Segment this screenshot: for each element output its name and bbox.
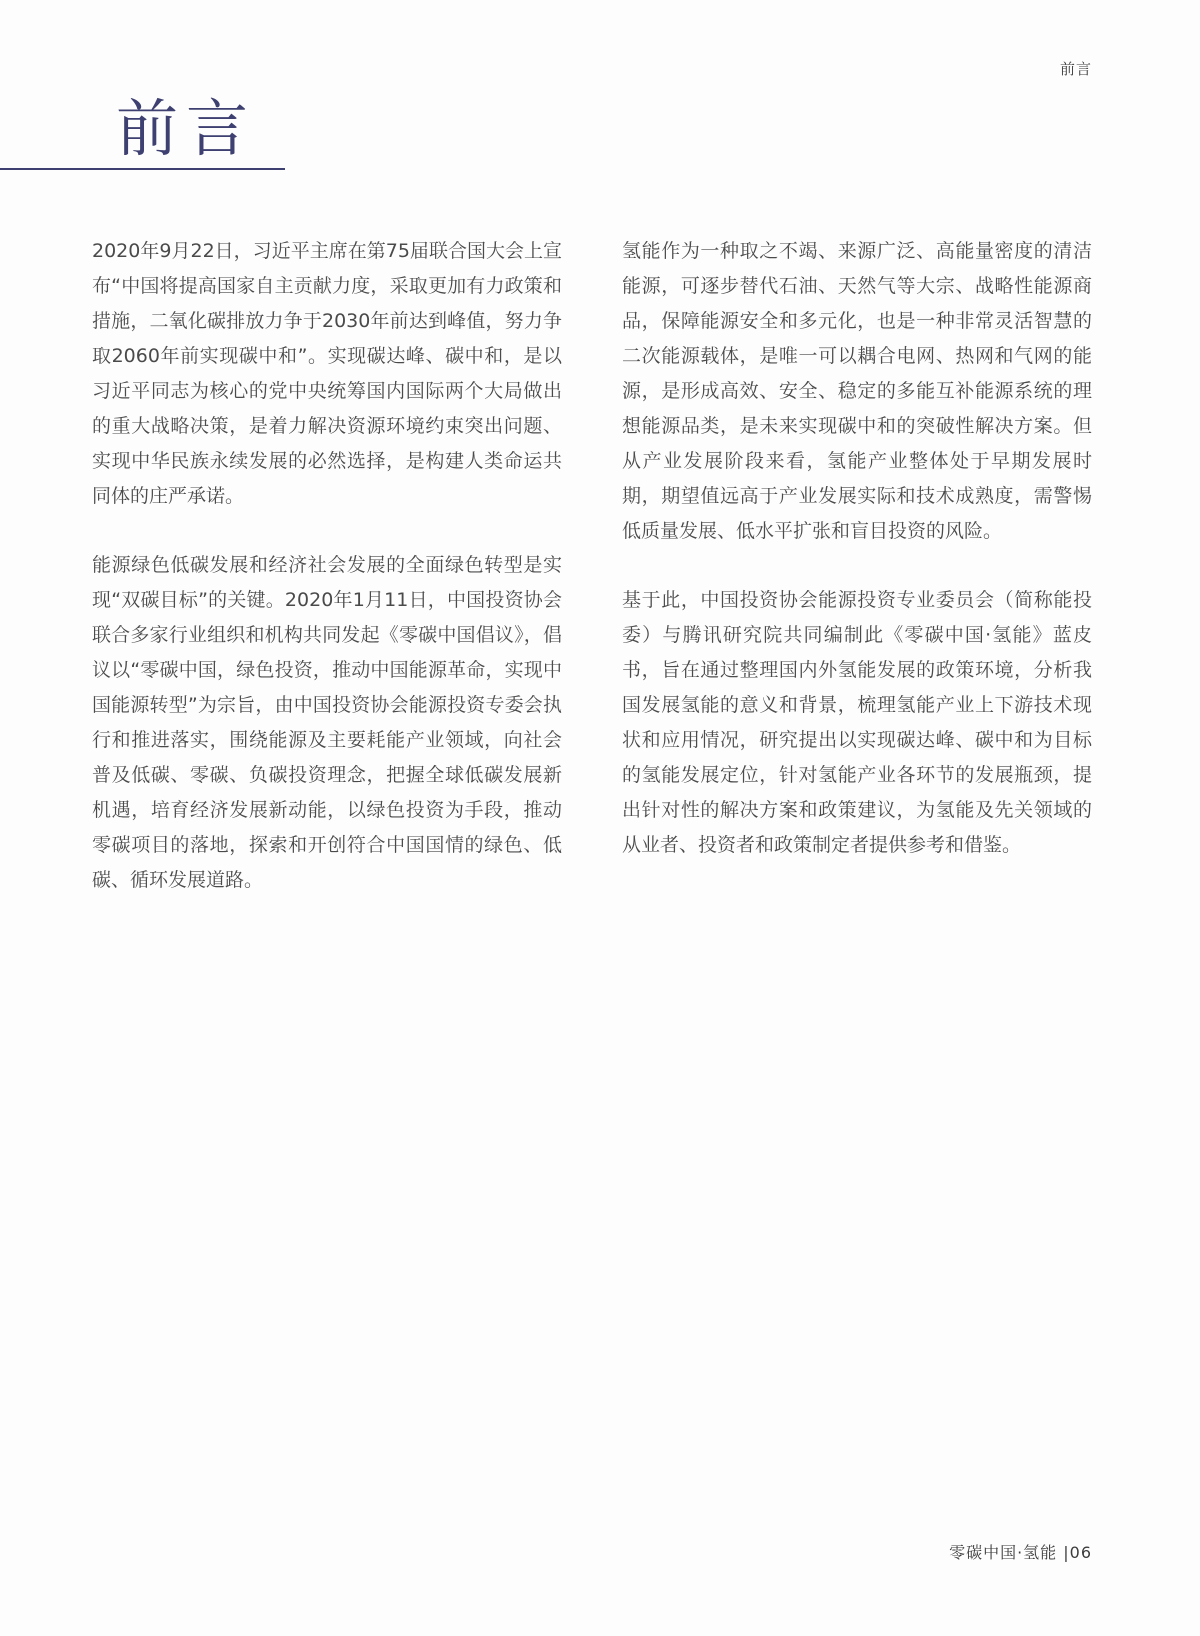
title-underline: [0, 168, 285, 170]
paragraph: 2020年9月22日，习近平主席在第75届联合国大会上宣布“中国将提高国家自主贡献力度，采取更加有力政策和措施，二氧化碳排放力争于2030年前达到峰值，努力争取2060年前实现碳中和”。实现碳达峰、碳中和，是以习近平同志为核心的党中央统筹国内国际两个大局做出的重大战略决策，是着力解决资源环境约束突出问题、实现中华民族永续发展的必然选择，是构建人类命运共同体的庄严承诺。: [92, 240, 562, 507]
page-number: 06: [1069, 1543, 1092, 1562]
running-header-section: 前言: [1059, 60, 1092, 78]
page-footer: [949, 1540, 1092, 1563]
paragraph: 氢能作为一种取之不竭、来源广泛、高能量密度的清洁能源，可逐步替代石油、天然气等大宗、战略性能源商品，保障能源安全和多元化，也是一种非常灵活智慧的二次能源载体，是唯一可以耦合电网、热网和气网的能源，是形成高效、安全、稳定的多能互补能源系统的理想能源品类，是未来实现碳中和的突破性解决方案。但从产业发展阶段来看，氢能产业整体处于早期发展时期，期望值远高于产业发展实际和技术成熟度，需警惕低质量发展、低水平扩张和盲目投资的风险。: [622, 240, 1092, 542]
left-column: [92, 234, 562, 932]
right-column: [622, 234, 1092, 897]
publication-name: 零碳中国·氢能: [949, 1543, 1058, 1562]
page-title: 前言: [116, 92, 257, 165]
paragraph: 能源绿色低碳发展和经济社会发展的全面绿色转型是实现“双碳目标”的关键。2020年1月11日，中国投资协会联合多家行业组织和机构共同发起《零碳中国倡议》，倡议以“零碳中国，绿色投资，推动中国能源革命，实现中国能源转型”为宗旨，由中国投资协会能源投资专委会执行和推进落实，围绕能源及主要耗能产业领域，向社会普及低碳、零碳、负碳投资理念，把握全球低碳发展新机遇，培育经济发展新动能，以绿色投资为手段，推动零碳项目的落地，探索和开创符合中国国情的绿色、低碳、循环发展道路。: [92, 554, 562, 891]
footer-separator: |: [1063, 1543, 1070, 1562]
paragraph: 基于此，中国投资协会能源投资专业委员会（简称能投委）与腾讯研究院共同编制此《零碳中国·氢能》蓝皮书，旨在通过整理国内外氢能发展的政策环境，分析我国发展氢能的意义和背景，梳理氢能产业上下游技术现状和应用情况，研究提出以实现碳达峰、碳中和为目标的氢能发展定位，针对氢能产业各环节的发展瓶颈，提出针对性的解决方案和政策建议，为氢能及先关领域的从业者、投资者和政策制定者提供参考和借鉴。: [622, 589, 1092, 856]
running-header: [1060, 58, 1092, 79]
